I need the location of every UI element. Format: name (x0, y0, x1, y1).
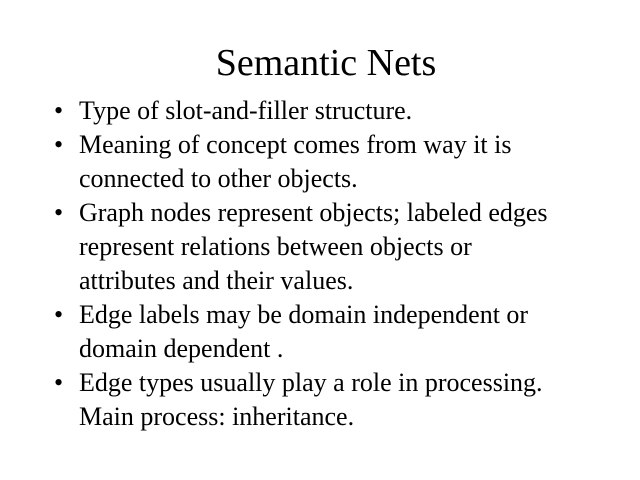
bullet-line: Graph nodes represent objects; labeled edges (79, 198, 548, 227)
bullet-line: attributes and their values. (79, 266, 354, 295)
bullet-line: represent relations between objects or (79, 232, 472, 261)
bullet-line: Edge types usually play a role in processing. (79, 368, 543, 397)
bullet-marker: • (54, 130, 64, 159)
bullet-marker: • (54, 198, 64, 227)
bullet-line: domain dependent . (79, 334, 284, 363)
bullet-line: connected to other objects. (79, 164, 358, 193)
bullet-list (50, 94, 590, 434)
bullet-marker: • (54, 368, 64, 397)
bullet-line: Edge labels may be domain independent or (79, 300, 529, 329)
bullet-marker: • (54, 300, 64, 329)
bullet-line: Type of slot-and-filler structure. (79, 96, 413, 125)
bullet-item (50, 298, 590, 366)
bullet-marker: • (54, 96, 64, 125)
bullet-item (50, 196, 590, 298)
bullet-line: Main process: inheritance. (79, 402, 355, 431)
bullet-line: Meaning of concept comes from way it is (79, 130, 512, 159)
bullet-item (50, 94, 590, 128)
slide-title: Semantic Nets (215, 42, 437, 84)
bullet-item (50, 128, 590, 196)
bullet-item (50, 366, 590, 434)
